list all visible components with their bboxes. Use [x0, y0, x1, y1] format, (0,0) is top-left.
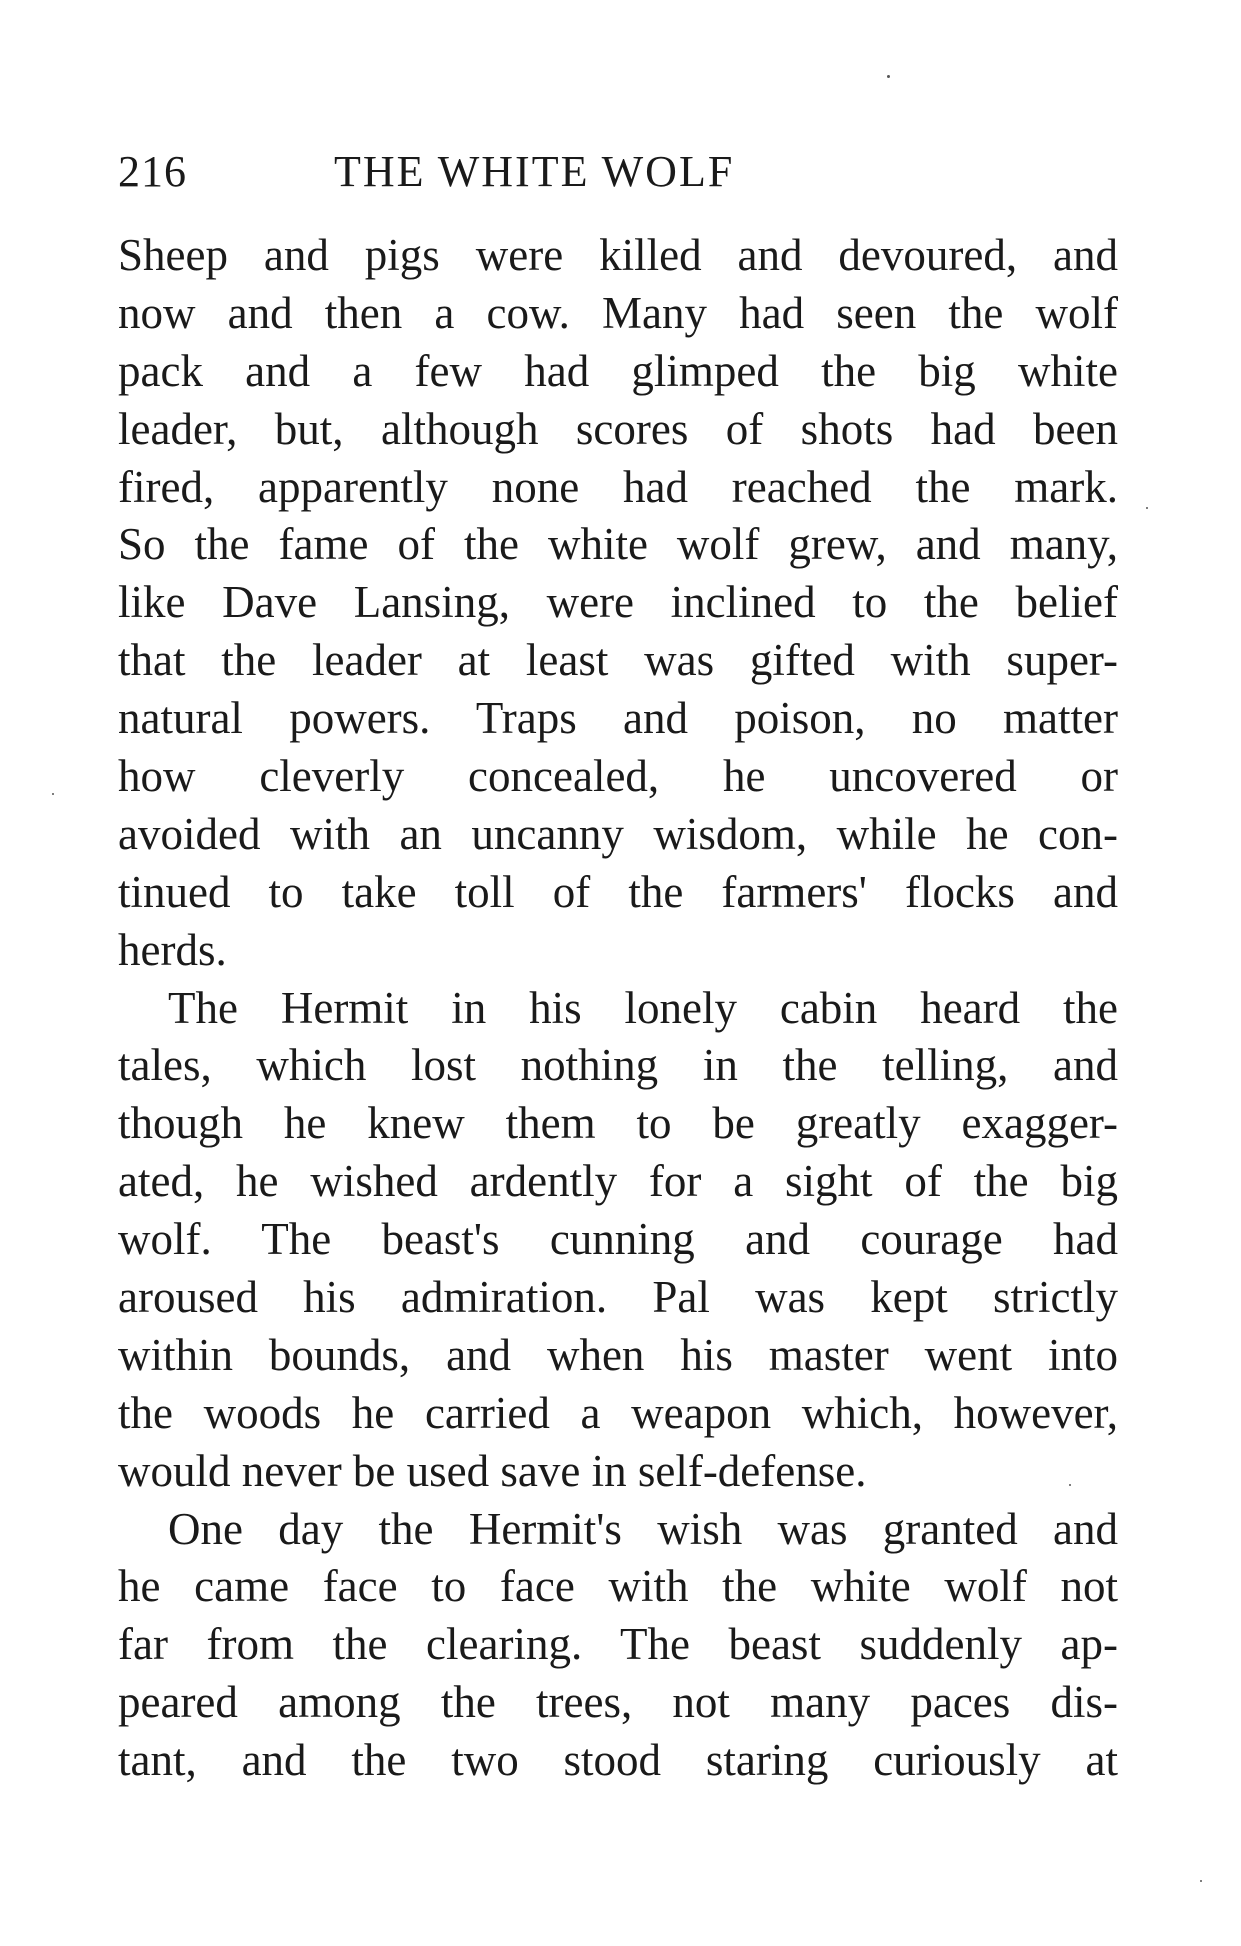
text-line: would never be used save in self-defense.	[118, 1445, 867, 1496]
scan-speck	[1069, 1484, 1071, 1486]
text-line: tales, which lost nothing in the telling, and	[118, 1040, 1118, 1091]
text-line: how cleverly concealed, he uncovered or	[118, 751, 1118, 802]
text-line: aroused his admiration. Pal was kept strictly	[118, 1272, 1118, 1323]
text-line: now and then a cow. Many had seen the wolf	[118, 287, 1118, 338]
text-line: pack and a few had glimped the big white	[118, 345, 1118, 396]
text-line: The Hermit in his lonely cabin heard the	[168, 982, 1118, 1033]
text-line: natural powers. Traps and poison, no matter	[118, 693, 1118, 744]
text-line: he came face to face with the white wolf not	[118, 1561, 1118, 1612]
page-header	[118, 142, 1118, 202]
text-line: fired, apparently none had reached the mark.	[118, 461, 1118, 512]
text-line: like Dave Lansing, were inclined to the belief	[118, 577, 1118, 628]
text-line: within bounds, and when his master went into	[118, 1329, 1118, 1380]
body-text	[118, 227, 1118, 1790]
text-line: So the fame of the white wolf grew, and many,	[118, 519, 1118, 570]
scan-speck	[52, 793, 54, 795]
text-line: though he knew them to be greatly exagger-	[118, 1098, 1118, 1149]
text-line: peared among the trees, not many paces dis-	[118, 1677, 1118, 1728]
text-line: tinued to take toll of the farmers' flocks and	[118, 866, 1118, 917]
text-line: herds.	[118, 924, 227, 975]
text-line: leader, but, although scores of shots had been	[118, 403, 1118, 454]
text-line: Sheep and pigs were killed and devoured, and	[118, 230, 1118, 280]
running-title: THE WHITE WOLF	[334, 147, 735, 196]
scan-speck	[1146, 507, 1148, 509]
scan-speck	[887, 75, 890, 78]
text-line: the woods he carried a weapon which, however,	[118, 1387, 1118, 1438]
text-line: One day the Hermit's wish was granted and	[168, 1503, 1118, 1554]
text-line: avoided with an uncanny wisdom, while he con-	[118, 808, 1118, 859]
text-line: tant, and the two stood staring curiously at	[118, 1735, 1118, 1786]
text-line: wolf. The beast's cunning and courage had	[118, 1214, 1118, 1265]
text-line: far from the clearing. The beast suddenly ap-	[118, 1619, 1118, 1670]
text-line: that the leader at least was gifted with super-	[118, 635, 1118, 686]
scan-speck	[1200, 1880, 1202, 1882]
text-line: ated, he wished ardently for a sight of the big	[118, 1156, 1118, 1207]
page-number: 216	[118, 147, 187, 196]
